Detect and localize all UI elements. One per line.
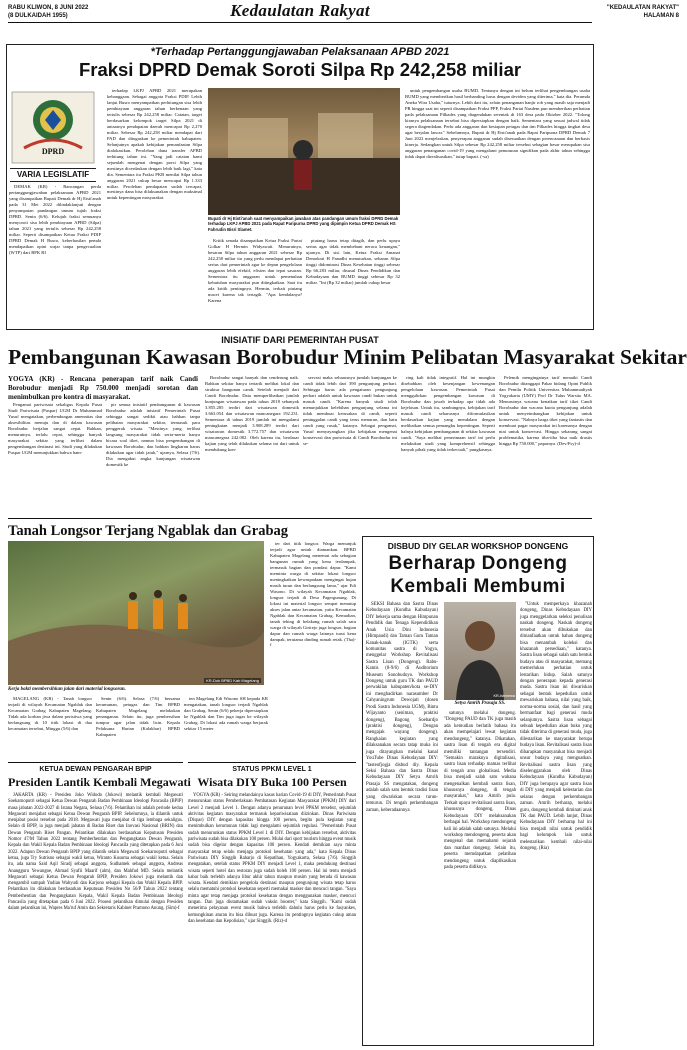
article-column: [499, 375, 592, 514]
column-text: Pelemik mengingatnya tarif menaiki Candi Borobudur ditanggapi Pakar bidang Opini Publik dan Pemilu Politik Universitas Muhammadiyah Yogyakarta (UMY) Prof Dr Tulus Warsito MA. Menurutnya wacana kenaikan tarif tiket Candi Borobudur dan wacana kuota pengunjung adalah untuk menyeimbangkan kebijakan untuk konservasi. "Nahnya harga tiket yang fantastis dan membuat pagar masyarakat ini karenanya dengan niat untuk konservasi. Hingga sekarang sangat problematika, karena tiba-tiba bisa naik drastis hingga Rp 750.000," paparnya. (Dev/Fsy)-d: [499, 375, 593, 446]
column-text: servasi maka seharusnya jumlah kunjungan ke candi tidak lebih dari 390 pengunjung perhari. Sehingga harus ada pengaturan pengunjung perhari adalah untuk kawasan candi bukan untuk masuk candi. "Karena banyak studi telah menunjukkan kelebihan pengunjung selama ini tidak membuat kerusakan di candi, seperti peninggalan candi yang terus menurun, dan batu candi yang rusak," katanya. Sebagai pengamat, Yusuf menyayangkan jika kebijakan mengenai konservasi dan pariwisata di Candi Borobudur ini se-: [303, 375, 397, 446]
masthead-logo: Kedaulatan Rakyat: [230, 1, 370, 20]
column-text: terhadap LKPJ APBD 2021 merupakan kebanggaan. Sebagai anggota Fraksi PDIP. Lebih lanjut Busro menyampaikan perhitungan sisa lebih pembiayaan anggaran tahun berkenaan yang tertulis sebesar Rp 242,258 miliar. Catatan, target berdasarkan kelompok target Silpa 2021 di antaranya pendapatan daerah mencapai Rp 2,270 miliar. Sebesar Rp 242,258 miliar mendapat dari PAD dan ditugaskan ke pemerintah kabupaten. Selanjutnya apakah kebijakan pemanfaatan Silpa dialokasikan. Perolehan dana transfer APBD terhitung tahun ini. "Yang jadi catatan kami sejumlah mengenai dengan porsi Silpa yang mestinya dicerdaskan dengan lebih baik lagi," kata dia. Sementara itu Fraksi PKB menilai Silpa tahun anggaran 2021 cukup besar mencapai Rp 1.333 miliar. Perolehan pendapatan sudah tercapai, mestinya dana bisa dilaksanakan dengan maksimal untuk kepentingan masyarakat.: [107, 88, 202, 201]
article-column: [208, 238, 302, 326]
dprd-logo-label: DPRD: [41, 147, 65, 156]
column-text: Pengamat pariwisata sekaligus Kepala Pusat Studi Pariwisata (Puspar) UGM Dr Muhammad Yusuf mengatakan, perbendungan amennitas dan aksesibilitas menuju dan di dalam kawasan Borobudur berjalan sangat cepat. Bahkan, menurutnya, terlalu cepat, sehingga banyak masyarakat sekitar yang terlibat dalam pengembangan destinasi ini. Studi yang dilakukan Puspar UGM menunjukkan bahwa ham-: [8, 402, 102, 455]
article-headline: Presiden Lantik Kembali Megawati: [8, 775, 191, 789]
column-text: pir semua inisiatif pembangunan di kawasan Borobudur adalah inisiatif Pemerintah Pusat sehingga sangat sedikit atau bahkan tanpa pelibatan masyarakat sekitar, termasuk para penggerak wisata. "Mestinya yang terlibat langsung masyarakat tidak serta-merta hanya bicara soal tiket, namun bisa pengembangan di kawasan Borobudur, dan bahkan lingkaran harus dilakukan agar tidak jatuh," ujarnya, Selasa (7/6). Dia mengakui angka kunjungan wisatawan domestik ke: [106, 402, 200, 467]
article-column: [205, 375, 299, 514]
article-kicker: DISBUD DIY GELAR WORKSHOP DONGENG: [387, 541, 569, 551]
section-rule: [8, 518, 592, 519]
column-text: ten Magelang Edi Wasono SH kepada KR mengatakan, tanah longsor terjadi Ngablak dan Grabag. Senin (6/6) pekerja dipersiapkan ke Ngablak dan Tim juga tugas ke wilayah Grabag. Di lokasi ada rumah warga berjarak sekitar 15 meter: [184, 696, 268, 731]
article-headline: Fraksi DPRD Demak Soroti Silpa Rp 242,258 miliar: [78, 59, 522, 80]
column-text: Borobudur sangat banyak dan cenderung naik. Bahkan sekitar hanya tertarik melihat lokal dan struktur bangunan candi. Setelah menjadi dari Candi Borobudur. Data memperlihatkan jumlah kunjungan wisatawan pada tahun 2018 sebanyak 3.855.285 terdiri dari wisatawan domestik 3.663.054 dan wisatawan mancanegara 192.231. Sementara di tahun 2019 jumlah ini mengalami peningkatan menjadi 3.908.289 terdiri dari wisatawan domestik 3.772.757 dan wisatawan mancanegara 242.082. Oleh karena itu, berdasar kajian yang telah dilakukan selama ini dari untuk mendukung kon-: [205, 375, 299, 452]
photo-credit: KR-Dok BPBD Kab Magelang: [206, 678, 259, 683]
photo-caption: Kerja bakti membersihkan jalan dari material longsoran.: [8, 687, 126, 692]
page-number: HALAMAN 8: [643, 12, 679, 19]
article-column: [306, 238, 400, 326]
article-column: [270, 541, 356, 758]
article-column: [303, 375, 397, 514]
column-text: MAGELANG (KR) - Tanah longsor terjadi di wilayah Kecamatan Ngablak dan Kecamatan Grabag Kabupaten Magelang. Tidak ada korban jiwa dalam peristiwa yang berlangsung di 10 titik lokasi di dua kecamatan tersebut, Minggu (5/6) dan: [8, 696, 92, 731]
column-text: Senin (6/6). Selasa (7/6) bersama kerumunan, petugas dan Tim BPBD Kabupaten Magelang melakukan penanganan. Selain itu, juga pembersihan tumpur agar jalan tidak licin. Kepala Pelaksana Harian (Kalakhar) BPBD Kabupaten: [96, 696, 180, 737]
section-rule: [8, 762, 183, 763]
article-photo: [8, 541, 264, 685]
paper-name: "KEDAULATAN RAKYAT": [606, 5, 679, 11]
article-column: [405, 88, 590, 326]
article-photo: [208, 88, 400, 215]
article-column: [107, 88, 202, 324]
person-portrait-icon: [444, 602, 516, 700]
column-text: satunya melalui dongeng. "Dongeng PAUD dan TK juga masih ada kemudian berlatih bahasa itu akan mempelajari lewat kegiatan mendongeng," katanya. Dikatakan, sastra lisan di tengah era digital memiliki tantangan tersendiri. "Semakin maraknya digitalisasi, sastra lisan terhadap mamas terlihat di tengah arus globalisasi. Media bisa menjadi salah satu wahana mengenalkan kembali sastra lisan, khususnya dongeng, di tengah masyarakat," kata Amrih pula. Terkait upaya revitalisasi sastra lisan, khususnya dongeng, Dinas Kebudayaan DIY melaksanakan berbagai hal. Workshop mendongeng kali ini adalah salah satunya. Melalui workshop mendongeng, peserta akan mengenal dan memahami sejarah dan manfaat dongeng. Selain itu, peserta memdapatkan pelatihan mendongeng untuk diaplikasikan pada peserta didiknya.: [444, 711, 516, 871]
article-column: [520, 602, 592, 1042]
photo-caption: Setya Amrih Prasaja SS.: [454, 701, 506, 706]
article-kicker: STATUS PPKM LEVEL 1: [232, 766, 312, 773]
column-text: ring kali tidak integratif. Hal ini mungkin disebabkan oleh kesenjangan kewenangan pengelolaan kawasan. Pemerintah Pusat menggulirkan pengembangan kawasan di Borobudur dan jawab terhadap apa tidak ada kejelasan. Untuk itu, sambungnya, kebijakan tarif masuk candi seharusnya diformulasikan berdasarkan kajian yang mendalam dengan melibatkan semua pemangku kepentingan. Seperti halnya kebijakan pembangunan di sekitar kawasan candi. "Saya melihat penerimaan tarif ini perlu melakukan studi yang komprehensif sehingga banyak pihak yang tidak terkecuali," pungkasnya.: [401, 375, 495, 452]
article-column: [401, 375, 495, 514]
column-text: JAKARTA (KR) - Presiden Joko Widodo (Jokowi) melantik kembali Megawati Soekarnoputri sebagai Ketua Dewan Pengarah Badan Pembinaan Ideologi Pancasila (BPIP) masa jabatan 2022-2027 di Istana Negara, Selasa (7/6). Pelantikan ini adalah periode kedua Megawati menjabat sebagai Ketua Dewan Pengarah BPIP. Sebelumnya, ia dilantik untuk menjabat posisi tersebut pada 2018. Megawati juga menjabat di tiga lembaga sekaligus. Selain di BPIP, ia juga menjadi jabatan di Badan Riset dan Inovasi Nasional (BRIN) dan Dewan Pengarah Riset Pangan. Pelantikan dilakukan berdasarkan Keputusan Presiden Nomor 47/M Tahun 2022 tentang Pemberhentian dan Pengangkatan Dewan Pengarah, Kepala dan Wakil Kepala Badan Pembinaan Ideologi Pancasila yang ditetapkan pada 6 Juni 2022. Adapun Dewan Pengarah BPIP yang dilantik selain Megawati Soekarnoputri sebagai ketua, juga Try Sutrisno sebagai wakil ketua, Wiranto Kusuma sebagai wakil ketua. Selain itu, ada nama Said Aqil Siradj sebagai anggota, Sudhamek sebagai anggota, Andreas Anangguru Yewangoe, Ahmad Syafii Maarif (alm), dan Mahfud MD. Selain melantik Megawati sebagai Ketua Dewan Pengarah BPIP, Presiden Jokowi juga melantik dan mengambil sumpah Yudian Wahyudi dan Karjono sebagai Kepala dan Wakil Kepala BPIP. Pelantikan itu dilakukan berdasarkan Keputusan Presiden No 56/P Tahun 2022 tentang Pemberhentian dan Pengangkatan Kepala, Wakil Kepala Badan Pembinaan Ideologi Pancasila yang ditetapkan pada 6 Juni 2022. Prosesi pelantikan dimulai dengan Presiden dalam pelantikan ini, Wapres Ma'ruf Amin dan Sekretaris Kabinet Pramono Anung. (Sim)-f: [8, 793, 183, 912]
article-column: [8, 696, 92, 758]
column-text: ter dari titik longsor. Warga menunjuk terjadi agar untuk diamankan. BPBD Kabupaten Magelang menemui ada sebagian bangunan rumah yang kena terdampak, termasuk bagian dan pondasi dapur. "Kami meminta warga di sekitar lokasi longsor meningkatkan kewaspadaan mengingat hujan masih turun dan berlangsung lama," ujar Edi Wasono. Di wilayah Kecamatan Ngablak, longsor terjadi di Desa Pagergunung. Di lokasi ini material longsor sempat menutup akses jalan antar kecamatan, yaitu Kecamatan Ngablak dan Kecamatan Grabag. Kemudian, tanah tebing di belakang rumah salah satu warga di wilayah Girirejo juga longsor, bagian dapur dan rumah warga lainnya turut kena dampak, terutama dinding rumah retak. (Tha)-f: [270, 541, 356, 648]
article-column: [9, 184, 101, 324]
article-headline-line-2: Kembali Membumi: [390, 576, 566, 597]
article-headline: Wisata DIY Buka 100 Persen: [197, 775, 347, 789]
column-text: untuk pengembangan usaha BUMD. Tentunya dengan ini belum terlihat pengembangan usaha BUMD yang memberikan hasil berbanding lurus dengan deviden yang diterima," kata dia. Perumda Aneka Wira Usaha," tuturnya. Lebih dari itu, selain penanganan banjir rob yang masih saja menjadi PR hingga saat ini seperti disampaikan Fraksi PPP, Fraksi Partai Nasdem pun memberikan perhatian pada pelaksanaan Pilkades yang diagendakan serentak di 163 desa pada Oktober 2022. "Tolong kiranya pelaksanaan tersebut bisa dipersiapkan dengan baik. Sementara yang sesuai jadwal tidak segera diagendakan. Perlu ada anggaran dan kesiapan petugas dan tim Pilkades hingga tingkat desa agar berjalan lancar." Sebelumnya, Bupati dr Hj Eisti'anah pada Rapat Paripurna DPRD Demak 7 Juni 2022 menjelaskan, penyerapan anggaran sudah disesuaikan dengan perencanaan dan berbasis kinerja. Sedangkan untuk Silpa sebesar Rp 242,258 miliar tersebut sebagian besar merupakan sisa anggaran penanganan covid-19 yang mengalami penurunan signifikan pada akhir tahun sehingga tidak dapat direalisasikan," tutup bupati. (-sa): [405, 88, 590, 159]
article-headline-line-1: Berharap Dongeng: [388, 553, 568, 574]
article-kicker: *Terhadap Pertanggungjawaban Pelaksanaan APBD 2021: [150, 46, 450, 58]
article-column: [8, 402, 102, 514]
varia-legislatif-label: VARIA LEGISLATIF: [10, 168, 96, 182]
dprd-logo-box: [10, 90, 96, 165]
article-headline: Tanah Longsor Terjang Ngablak dan Grabag: [8, 523, 289, 539]
photo-credit: KR-Istimewa: [493, 694, 515, 699]
column-text: Kritik senada disampaikan Ketua Fraksi Partai Golkar H Hermin Widyawati. Menurutnya, besaran Silpa tahun anggaran 2021 sebesar Rp 242,258 miliar itu yang perlu mendapat perhatian serius dari pemerintah agar ke depan pengelolaan anggaran lebih efektif, efisien dan tepat sasaran. Sementara itu anggaran untuk pemenuhan kebutuhan masyarakat pun ditingkatkan. Saat itu ada kritik pentingnya, Hermin, terkait piutang macet karena tak tertagih. "Apa kendalanya? Karena: [208, 238, 302, 303]
header-paper-block: [519, 5, 679, 20]
article-column: [444, 711, 516, 1042]
article-kicker: KETUA DEWAN PENGARAH BPIP: [39, 766, 152, 773]
article-column: [106, 402, 200, 514]
header-date-block: [8, 5, 148, 20]
article-column: [184, 696, 268, 758]
article-column: [188, 793, 356, 1046]
issue-hijri-date: (8 DULKAIDAH 1955): [8, 12, 68, 19]
article-lead: YOGYA (KR) - Rencana penerapan tarif naik Candi Borobudur menjadi Rp 750.000 menjadi sorotan dan menimbulkan pro kontra di masyarakat.: [8, 375, 198, 402]
column-text: "Untuk memperkaya khazanah dongeng, Dinas Kebudayaan DIY juga menggelarkan seleksi penulisan naskah dongeng. Naskah dongeng tersebut akan dibukukan dan dimanfaatkan untuk bahan dongeng bisa menambah koleksi dan khazanah persediaan," katanya. Sastra lisan sebagai salah satu bentuk budaya atau di masyarakat, memang memerlukan perhatian untuk lestarikan hidup. Salah satunya dengan penerapan kepada generasi muda. Sastra lisan ini diwariskan sebagai bentuk kepedulian untuk mewariskan bahasa, nilai yang baik, norma-norma sosial, dan hasil yang bermanfaat bagi generasi muda selanjutnya. Sastra lisan sebagai sebuah kepedulian akan buku yang tidak diterima di generasi muda, juga dilestarikan ke masyarakat berupa budaya lisan. Revitalisasi sastra lisan diharapkan masyarakat bisa menjadi unsur budaya yang menguatkan. Revitalisasi sastra lisan yang diselenggarakan oleh Dinas Kebudayaan (Kundha Kabudayan) DIY juga berupaya agar sastra lisan di DIY yang menjadi kelestarian dan selaras dengan perkembangan zaman. Amrih berharap, melalui guru, dongeng kembali diminati anak TK dan PAUD. Lebih lanjut, Dinas Kebudayaan DIY berharap hal ini bisa menjadi nilai untuk pendidik bagi kelompok lain untuk melestarikan kembali nilai-nilai dongeng. (Ria): [520, 602, 592, 852]
portrait-photo: [444, 602, 516, 700]
photo-caption: Bupati dr Hj Eisti'anah saat menyampaikan jawaban atas pandangan umum fraksi DPRD Demak terhadap LKPJ APBD 2021 pada Rapat Paripurna DPRD yang dipimpin Ketua DPRD Demak HS Fahrudin Bisri Slamet.: [208, 216, 399, 232]
meeting-photo-icon: [208, 88, 400, 215]
issue-date: RABU KLIWON, 8 JUNI 2022: [8, 5, 89, 11]
column-text: YOGYA (KR) - Seiring melandainya kasus harian Covid-19 di DIY, Pemerintah Pusat menurunkan status Pemberlakuan Pembatasan Kegiatan Masyarakat (PPKM) DIY dari Level 2 menjadi Level 1. Dengan adanya penurunan level PPKM tersebut, sejumlah aktivitas kegiatan masyarakat termasuk kepariwisataan diizinkan. Dinas Pariwisata (Dispar) DIY dengan kapasitas hingga 100 persen, begitu pula kegiatan yang menimbulkan kerumunan tidak lagi mengalami sejumlah regulasi. "Pemerintah Pusat sudah menurunkan status PPKM Level 1 di DIY. Dengan kebijakan tersebut, aktivitas pariwisata sudah bisa dilakukan 100 persen. Mulai dari sport tourism hingga event musik sudah bisa digelar dengan kapasitas 100 persen. Kendati demikian saya minta masyarakat tetap selalu menjaga protokol kesehatan yang ada," kata Kepala Dinas Pariwisata DIY Singgih Raharjo di Kepatihan, Yogyakarta, Selasa (7/6). Singgih mengatakan, setelah status PPKM DIY menjadi Level 1, maka pendukung destinasi wisata seperti hotel dan restoran juga sudah boleh 100 persen. Hal ini tentu menjadi kabar baik terlebih adanya libur akhir tahun maupun musim yang berada di kawasan wisata. Kendati demikian pengelola destinasi maupun pengunjung wisata tetap harus selalu mematuhi protokol kesehatan seperti memakai masker dan mencuci tangan. "Saya minta agar tetap menjaga protokol kesehatan dengan menggunakan masker, mencuci tangan. Dan juga diutamakan sudah vaksin booster," kata Singgih. "Kami sudah menerima pelayanan event musik bahwa terlebih dahulu harus perlu ke fasyankes, kemungkinan aturan itu bisa dibuat juga. Karena itu pentingnya kegiatan cukup aman dan kesehatan dan Kepolisian," ujar Singgih. (Riz)-d: [188, 793, 356, 924]
column-text: DEMAK (KR) - Rancangan perda pertanggungjawaban pelaksanaan APBD 2021 yang disampaikan Bupati Demak dr Hj Eisti'anah pada 31 Mei 2022 dilindaklanjuti dengan penyampaian pandangan umum tujuh fraksi DPRD. Senin (6/6). Kelujuh fraksi semuanya menyoroti sisa lebih pembiayaan APBD (Silpa) tahun 2021 yang tertulis sebesar Rp 242,258 miliar. Seperti disampaikan Ketua Fraksi PDIP DPRD Demak H Busro, keberhasilan pemda mendapatkan opini wajar tanpa pengecualian (WTP) dari BPK RI: [9, 184, 101, 255]
header-rule: [8, 22, 592, 23]
landslide-photo-icon: [8, 541, 264, 685]
article-column: [96, 696, 180, 758]
column-text: SEKSI Bahasa dan Sastra Dinas Kebudayaan (Kundha Kabudayan) DIY bekerja sama dengan Himpunan Pendidik dan Tenaga Kependidikan Anak Usia Dini Indonesia (Himpaudi) dan Taman Guru Taman Kanak-kanak (IGTK) serta komunitas sastra di Yogya, menggelar Workshop Revitalisasi Sastra Lisan (Dongeng). Rabu-Kamis (8-9/6) di Auditorium Museum Sonobudoyo. Workshop Dongeng untuk guru TK dan PAUD perwakilan kabupaten/kota se-DIY ini menghadirkan narasumber Dr Cahyaningrum Dewojati (dosen Prodi Sastra Indonesia UGM), Bintu Wijayanto (seniman, praktisi dongeng), Bagong Soebardjo (praktisi dongeng), Dengan mengajak wayang dongeng). Rangkaian kegiatan yang dilaksanakan secara tatap muka ini juga ditayangkan melalui kanal YouTube Dinas Kebudayaan DIY: "tasteofjogja disbud diy. Kepala Seksi Bahasa dan Sastra Dinas Kebudayaan DIY Setya Amrih Prasaja SS mengatakan, dongeng adalah salah satu bentuk tradisi lisan yang diwariskan secara turun-temurun. Di tengah perkembangan zaman, keberadaannya: [366, 602, 438, 813]
article-column: [366, 602, 438, 1042]
article-kicker: INISIATIF DARI PEMERINTAH PUSAT: [221, 335, 379, 345]
article-column: [8, 793, 183, 1046]
column-text: piutang harus tetap ditagih, dan perlu upaya serius agar tidak membebani neraca keuangan," ujarnya. Di sisi lain, Ketua Fraksi Amanat Demokrat H Fanadhi menuturkan, sebaran Silpa tinggi didominasi Dinas Kesehatan tinggi sebesar Rp 66,283 miliar, disusul Dinas Pendidikan dan Kebudayaan dan BUMD tinggi sebesar Rp 32 miliar. "Ini (Rp 32 miliar) jumlah cukup besar: [306, 238, 400, 285]
section-rule: [188, 762, 356, 763]
article-headline: Pembangunan Kawasan Borobudur Minim Pelibatan Masyarakat Sekitar: [8, 345, 687, 369]
